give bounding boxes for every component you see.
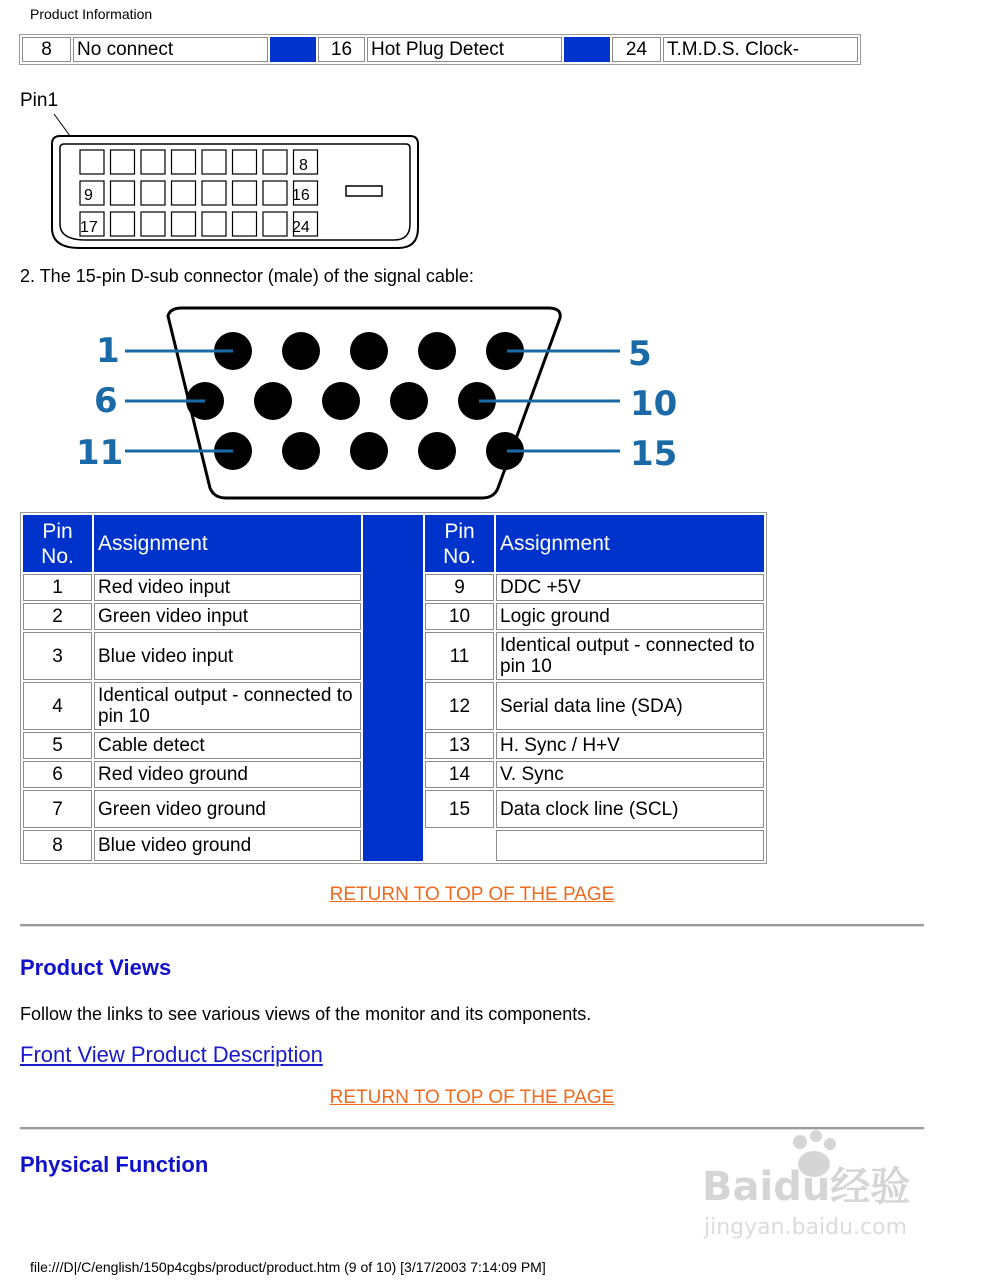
dsub-pin xyxy=(390,382,428,420)
dvi-pin-row-table xyxy=(19,34,861,65)
return-to-top-container xyxy=(0,884,944,906)
return-to-top-link[interactable]: RETURN TO TOP OF THE PAGE xyxy=(329,1087,615,1108)
dvi-label-8: 8 xyxy=(299,157,308,174)
pin-assignment: Red video ground xyxy=(94,761,361,788)
pin-assignment: V. Sync xyxy=(496,761,764,788)
pin-number: 1 xyxy=(23,574,92,601)
return-to-top-link[interactable]: RETURN TO TOP OF THE PAGE xyxy=(329,884,615,905)
pin-assignment xyxy=(496,830,764,861)
dsub-pin xyxy=(282,332,320,370)
pin-number: 6 xyxy=(23,761,92,788)
dvi-label-24: 24 xyxy=(292,219,310,236)
pin-assignment: Blue video ground xyxy=(94,830,361,861)
pin-number: 7 xyxy=(23,790,92,828)
watermark-brand: Baidu经验 xyxy=(702,1164,911,1210)
column-header-assignment: Assignment xyxy=(496,515,764,572)
dvi-pin-square xyxy=(141,212,165,236)
pin-number: 11 xyxy=(425,632,494,680)
pin-number: 2 xyxy=(23,603,92,630)
separator-cell xyxy=(270,37,316,62)
dsub-pin xyxy=(418,332,456,370)
dvi-ground-blade xyxy=(346,186,382,196)
column-header-assignment: Assignment xyxy=(94,515,361,572)
dvi-pin-square xyxy=(111,181,135,205)
dvi-pin-square xyxy=(172,212,196,236)
physical-function-heading: Physical Function xyxy=(20,1152,209,1177)
dsub-pin-table xyxy=(20,512,767,864)
front-view-link[interactable]: Front View Product Description xyxy=(20,1042,323,1067)
pin-number: 8 xyxy=(23,830,92,861)
pin-assignment: DDC +5V xyxy=(496,574,764,601)
dvi-pin-square xyxy=(202,212,226,236)
dvi-pin-square xyxy=(111,212,135,236)
pin-assignment: Serial data line (SDA) xyxy=(496,682,764,730)
dvi-pin-square xyxy=(263,212,287,236)
dvi-pin-square xyxy=(141,181,165,205)
dvi-pin-square xyxy=(80,150,104,174)
dvi-label-16: 16 xyxy=(292,187,310,204)
pin-number: 9 xyxy=(425,574,494,601)
dvi-pin-square xyxy=(263,150,287,174)
pin-assignment: Red video input xyxy=(94,574,361,601)
dsub-label-10: 10 xyxy=(630,384,678,424)
pin-number: 15 xyxy=(425,790,494,828)
horizontal-rule xyxy=(20,924,924,927)
pin-number: 13 xyxy=(425,732,494,759)
page-header: Product Information xyxy=(30,6,153,22)
dsub-pin xyxy=(350,332,388,370)
pin-number: 3 xyxy=(23,632,92,680)
dsub-pin xyxy=(350,432,388,470)
pin-assignment: Data clock line (SCL) xyxy=(496,790,764,828)
dvi-label-9: 9 xyxy=(84,187,93,204)
dsub-pin xyxy=(418,432,456,470)
pin-number: 14 xyxy=(425,761,494,788)
pin-number: 4 xyxy=(23,682,92,730)
dvi-pin-square xyxy=(233,212,257,236)
pin-assignment: Cable detect xyxy=(94,732,361,759)
column-header-pin: Pin No. xyxy=(425,515,494,572)
table-header-row xyxy=(23,515,764,572)
dvi-pin-square xyxy=(202,181,226,205)
dsub-pin xyxy=(254,382,292,420)
dvi-pin-square xyxy=(233,150,257,174)
dsub-label-5: 5 xyxy=(628,334,652,374)
dsub-label-1: 1 xyxy=(96,331,120,371)
dsub-pin xyxy=(322,382,360,420)
pin-number: 8 xyxy=(22,37,71,62)
dvi-pin-square xyxy=(141,150,165,174)
baidu-watermark xyxy=(700,1130,940,1250)
dvi-pin-square xyxy=(233,181,257,205)
dvi-pin-square xyxy=(202,150,226,174)
watermark-url: jingyan.baidu.com xyxy=(704,1215,908,1240)
product-views-heading: Product Views xyxy=(20,955,172,980)
front-view-link-container xyxy=(20,1042,323,1068)
pin-number: 16 xyxy=(318,37,365,62)
pin-number: 5 xyxy=(23,732,92,759)
pin-number xyxy=(425,830,494,861)
dsub-pin xyxy=(282,432,320,470)
column-header-pin: Pin No. xyxy=(23,515,92,572)
pin-assignment: Hot Plug Detect xyxy=(367,37,562,62)
dsub-caption: 2. The 15-pin D-sub connector (male) of the signal cable: xyxy=(20,266,474,286)
dsub-label-11: 11 xyxy=(76,433,124,473)
pin1-label: Pin1 xyxy=(20,90,59,111)
pin-number: 24 xyxy=(612,37,661,62)
pin-assignment: No connect xyxy=(73,37,268,62)
dvi-pin-square xyxy=(172,150,196,174)
pin-assignment: Blue video input xyxy=(94,632,361,680)
pin-assignment: Logic ground xyxy=(496,603,764,630)
pin-assignment: Green video input xyxy=(94,603,361,630)
dvi-pin-square xyxy=(111,150,135,174)
table-row xyxy=(22,37,858,62)
dvi-connector-diagram xyxy=(40,108,430,258)
pin-assignment: Identical output - connected to pin 10 xyxy=(496,632,764,680)
dvi-pin-square xyxy=(263,181,287,205)
pin-assignment: Green video ground xyxy=(94,790,361,828)
product-views-text: Follow the links to see various views of the monitor and its components. xyxy=(20,1004,592,1024)
dsub-connector-diagram xyxy=(70,300,690,505)
dsub-label-6: 6 xyxy=(94,381,118,421)
dvi-pin-square xyxy=(172,181,196,205)
page-footer: file:///D|/C/english/150p4cgbs/product/product.htm (9 of 10) [3/17/2003 7:14:09 PM] xyxy=(30,1259,546,1275)
pin-number: 12 xyxy=(425,682,494,730)
dvi-label-17: 17 xyxy=(80,219,98,236)
dsub-label-15: 15 xyxy=(630,434,678,474)
separator-cell xyxy=(564,37,610,62)
return-to-top-container xyxy=(0,1087,944,1109)
pin-assignment: T.M.D.S. Clock- xyxy=(663,37,858,62)
separator-column xyxy=(363,515,423,861)
pin-assignment: Identical output - connected to pin 10 xyxy=(94,682,361,730)
pin-assignment: H. Sync / H+V xyxy=(496,732,764,759)
pin-number: 10 xyxy=(425,603,494,630)
